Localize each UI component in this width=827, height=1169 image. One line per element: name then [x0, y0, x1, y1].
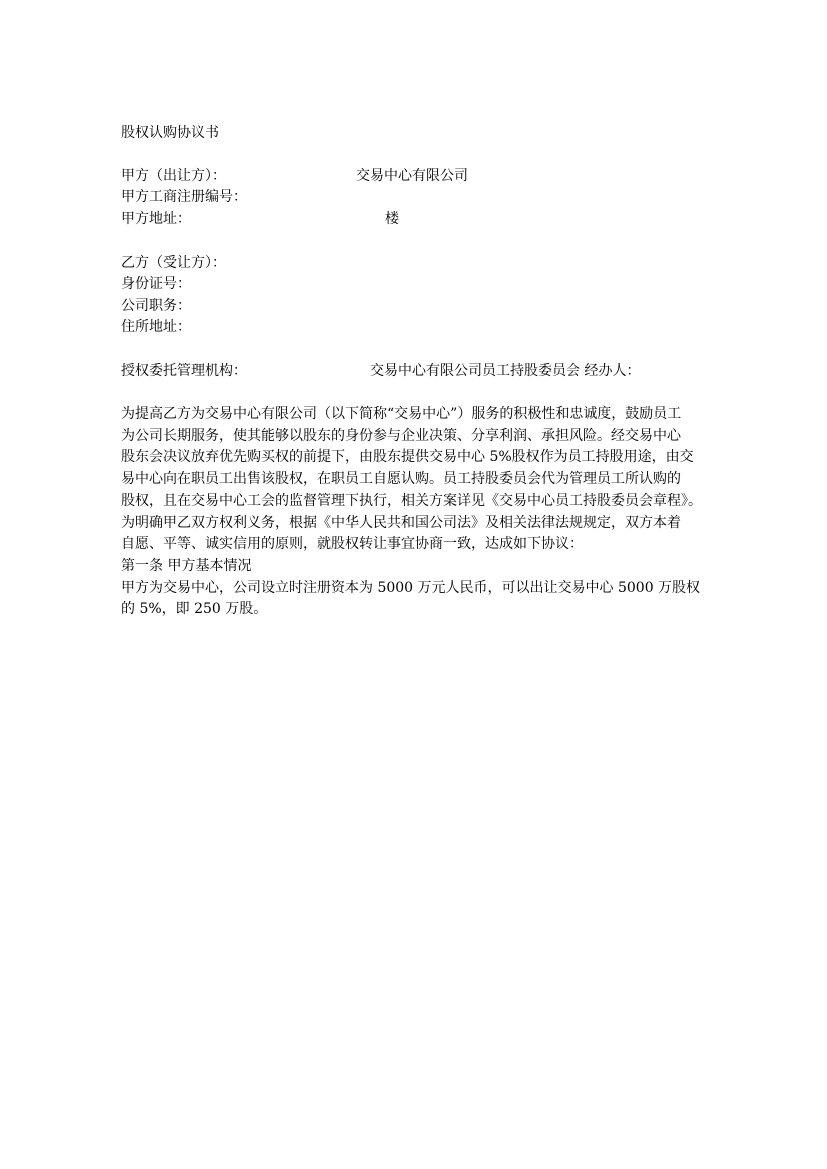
preamble-line: 为公司长期服务，使其能够以股东的身份参与企业决策、分享利润、承担风险。经交易中心: [121, 428, 681, 444]
party-b-label: 乙方（受让方）：: [121, 255, 226, 271]
article-1-body-line: 甲方为交易中心，公司设立时注册资本为 5000 万元人民币，可以出让交易中心 5000 万股权: [121, 580, 701, 596]
article-1-heading: 第一条 甲方基本情况: [121, 558, 252, 574]
party-b-id-label: 身份证号：: [121, 276, 191, 292]
preamble-line: 为明确甲乙双方权利义务，根据《中华人民共和国公司法》及相关法律法规规定，双方本着: [121, 515, 681, 531]
preamble-line: 为提高乙方为交易中心有限公司（以下简称“交易中心”）服务的积极性和忠诚度，鼓励员工: [121, 406, 682, 422]
preamble-line: 股权，且在交易中心工会的监督管理下执行，相关方案详见《交易中心员工持股委员会章程》。: [121, 493, 702, 509]
party-b-position-label: 公司职务：: [121, 298, 191, 314]
party-a-address-label: 甲方地址：: [121, 211, 191, 227]
party-a-address-value: 楼: [385, 211, 399, 227]
agency-value: 交易中心有限公司员工持股委员会 经办人：: [370, 363, 641, 379]
party-a-reg-no-label: 甲方工商注册编号：: [121, 189, 247, 205]
party-a-label: 甲方（出让方）：: [121, 168, 226, 184]
agency-label: 授权委托管理机构：: [121, 363, 247, 379]
party-a-name: 交易中心有限公司: [356, 168, 468, 184]
article-1-body-line: 的 5%，即 250 万股。: [121, 601, 268, 617]
document-title: 股权认购协议书: [121, 125, 219, 141]
preamble-line: 自愿、平等、诚实信用的原则，就股权转让事宜协商一致，达成如下协议：: [121, 536, 583, 552]
preamble-line: 股东会决议放弃优先购买权的前提下，由股东提供交易中心 5%股权作为员工持股用途，由交: [121, 449, 694, 465]
preamble-line: 易中心向在职员工出售该股权，在职员工自愿认购。员工持股委员会代为管理员工所认购的: [121, 471, 681, 487]
party-b-residence-label: 住所地址：: [121, 319, 191, 335]
